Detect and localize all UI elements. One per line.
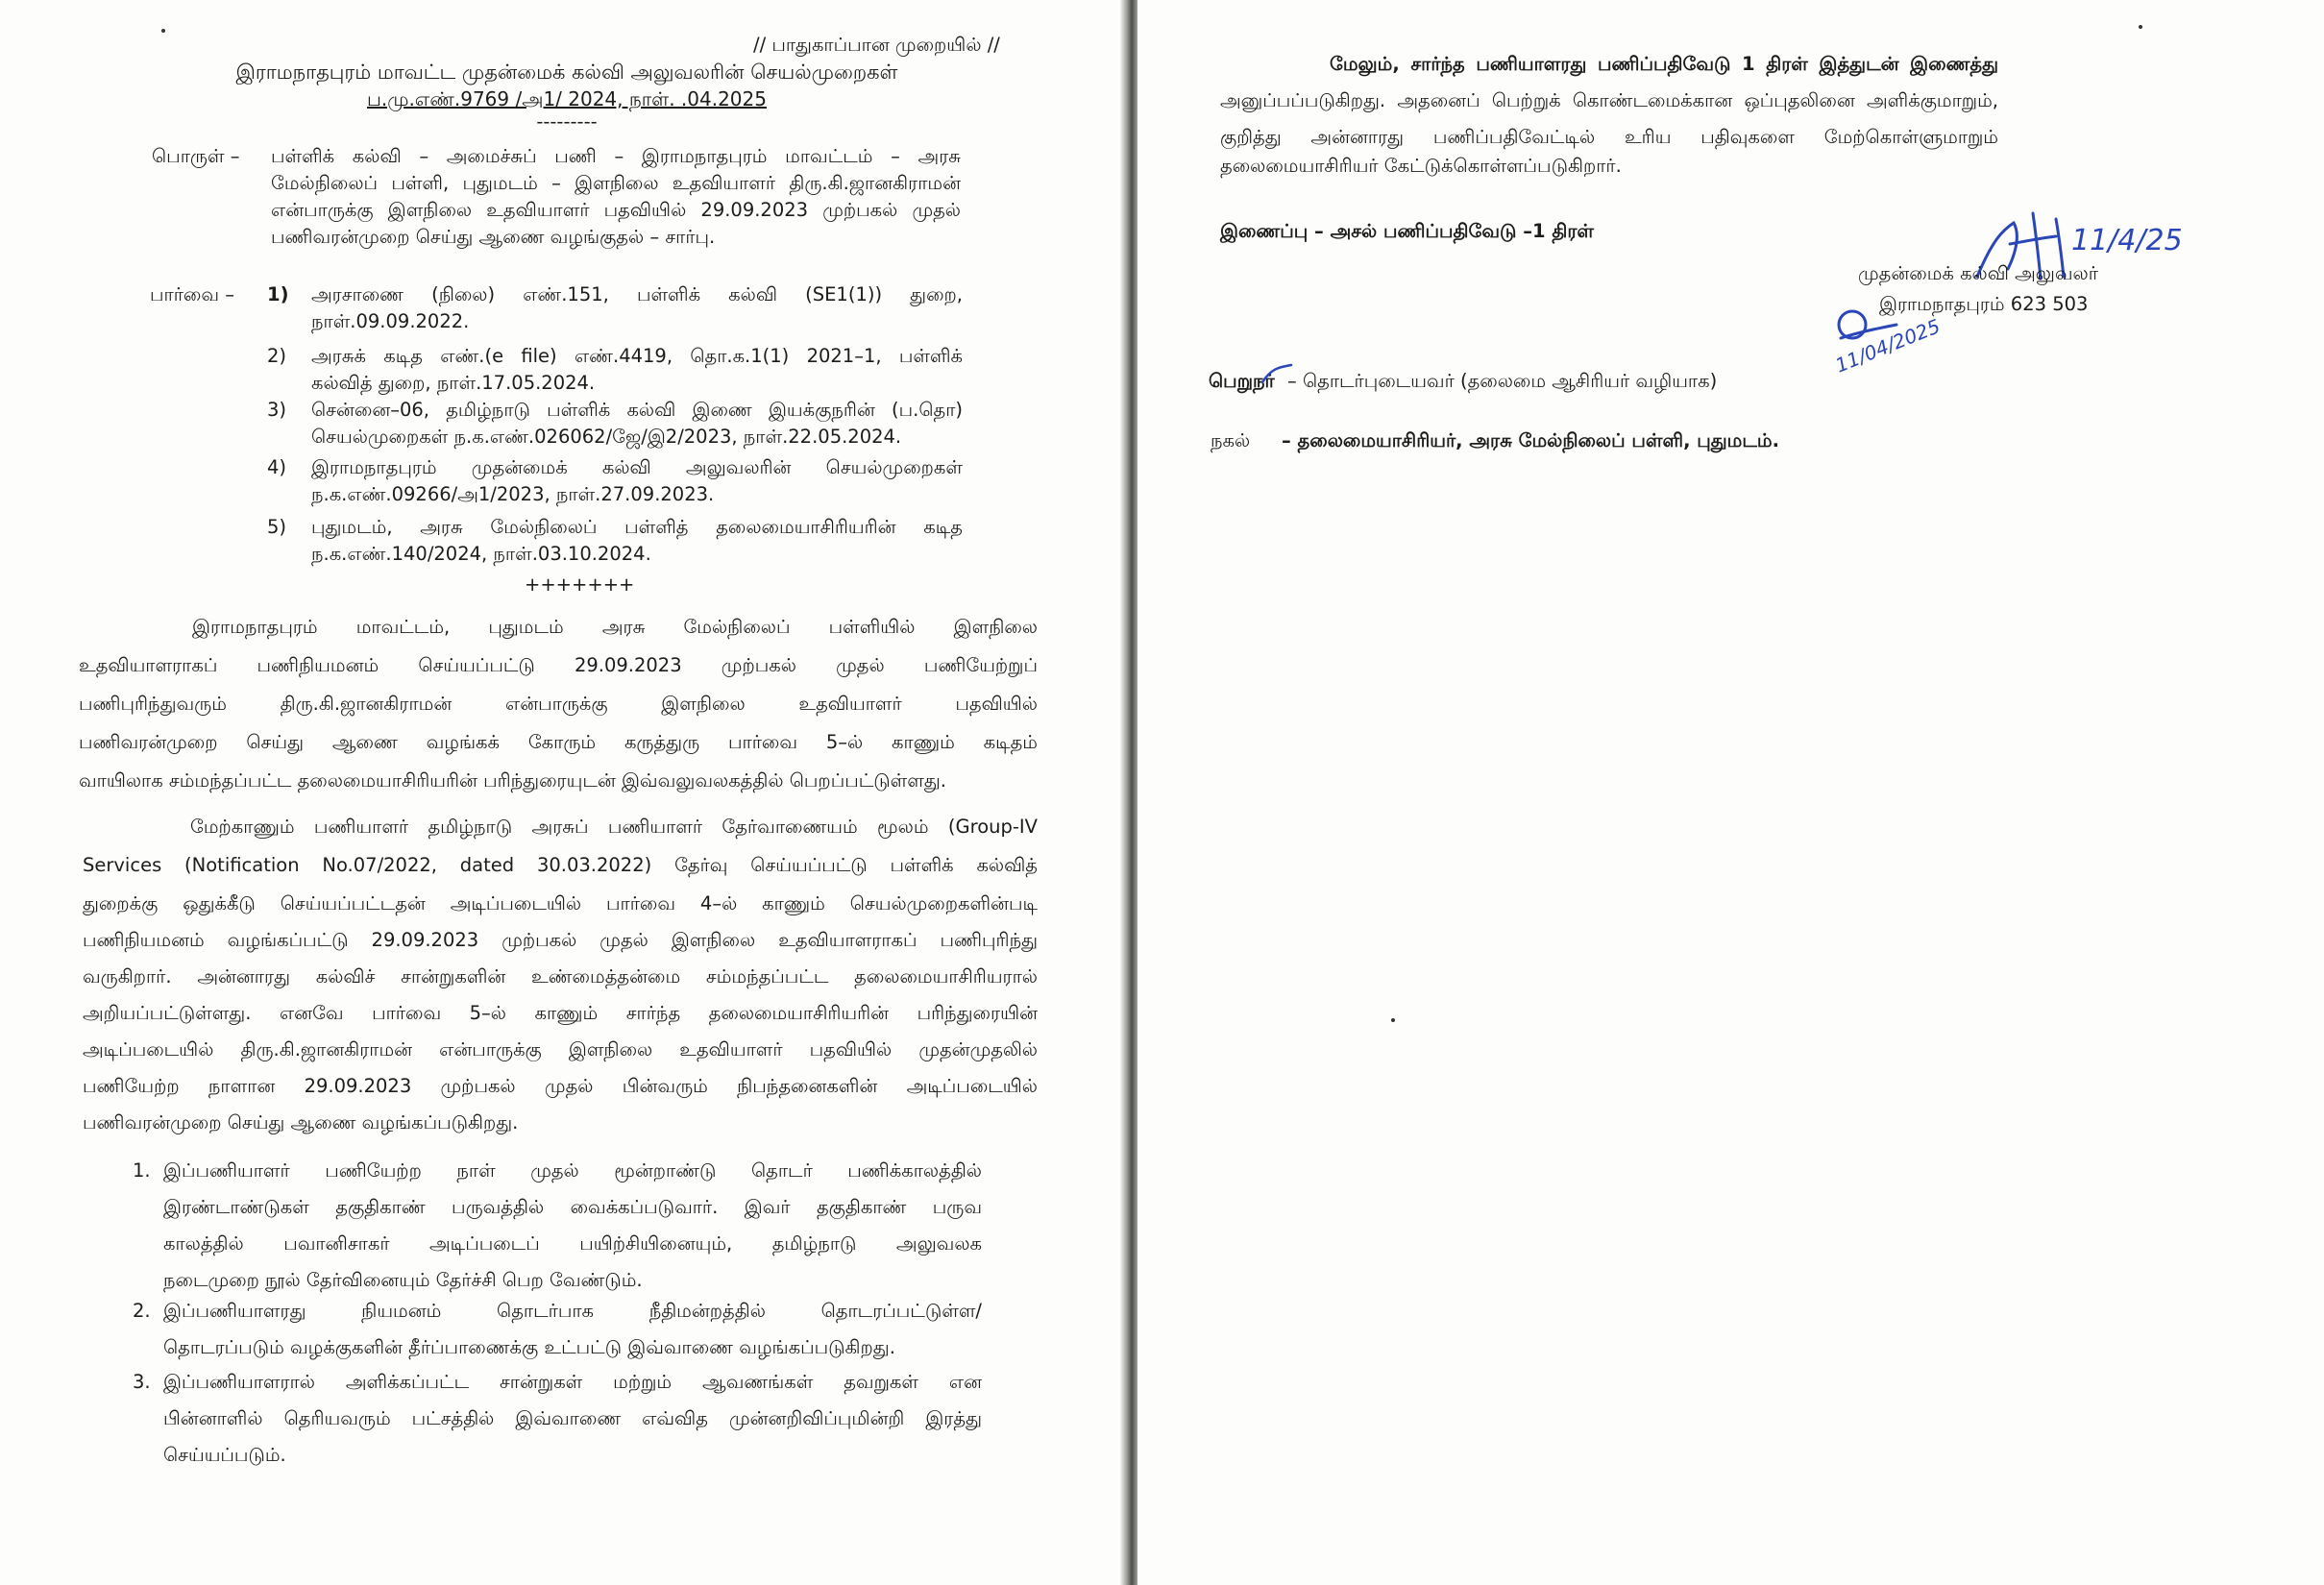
condition-line: இப்பணியாளர் பணியேற்ற நாள் முதல் மூன்றாண்டு தொடர் பணிக்காலத்தில்	[163, 1159, 982, 1182]
paragraph-line: பணிவரன்முறை செய்து ஆணை வழங்கக் கோரும் கருத்துரு பார்வை 5–ல் காணும் கடிதம்	[79, 731, 1038, 753]
subject-line: என்பாருக்கு இளநிலை உதவியாளர் பதவியில் 29.09.2023 முற்பகல் முதல்	[271, 199, 961, 221]
signature-date: 11/4/25	[2071, 224, 2183, 257]
scan-speck	[2139, 25, 2142, 29]
condition-line: காலத்தில் பவானிசாகர் அடிப்படைப் பயிற்சியினையும், தமிழ்நாடு அலுவலக	[163, 1232, 982, 1255]
condition-line: இரண்டாண்டுகள் தகுதிகாண் பருவத்தில் வைக்கப்படுவார். இவர் தகுதிகாண் பருவ	[163, 1196, 982, 1218]
paragraph-line: அடிப்படையில் திரு.கி.ஜானகிராமன் என்பாருக்கு இளநிலை உதவியாளர் பதவியில் முதன்முதலில்	[83, 1038, 1038, 1061]
reference-line: அரசாணை (நிலை) எண்.151, பள்ளிக் கல்வி (SE1(1)) துறை,	[311, 283, 963, 305]
scan-speck	[1391, 1018, 1395, 1022]
reference-number: ப.மு.எண்.9769 /அ1/ 2024, நாள். .04.2025	[367, 87, 767, 110]
condition-line: இப்பணியாளரது நியமனம் தொடர்பாக நீதிமன்றத்தில் தொடரப்பட்டுள்ள/	[163, 1300, 982, 1322]
subject-line: பள்ளிக் கல்வி – அமைச்சுப் பணி – இராமநாதபுரம் மாவட்டம் – அரசு	[271, 145, 961, 167]
condition-line: தொடரப்படும் வழக்குகளின் தீர்ப்பாணைக்கு உட்பட்டு இவ்வாணை வழங்கப்படுகிறது.	[163, 1336, 895, 1358]
paragraph-line: பணிவரன்முறை செய்து ஆணை வழங்கப்படுகிறது.	[83, 1111, 519, 1134]
paragraph-line: இராமநாதபுரம் மாவட்டம், புதுமடம் அரசு மேல்நிலைப் பள்ளியில் இளநிலை	[192, 616, 1038, 638]
condition-number: 1.	[133, 1159, 151, 1182]
reference-line: இராமநாதபுரம் முதன்மைக் கல்வி அலுவலரின் செயல்முறைகள்	[311, 456, 963, 478]
reference-line: ந.க.எண்.140/2024, நாள்.03.10.2024.	[311, 543, 651, 565]
signatory-title: முதன்மைக் கல்வி அலுவலர்	[1858, 262, 2098, 284]
right-page	[1138, 0, 2324, 1585]
recipient-label: பெறுநர்	[1209, 370, 1275, 392]
paragraph-line: அறியப்பட்டுள்ளது. எனவே பார்வை 5–ல் காணும் சார்ந்த தலைமையாசிரியரின் பரிந்துரையின்	[83, 1002, 1038, 1024]
paragraph-line: மேற்காணும் பணியாளர் தமிழ்நாடு அரசுப் பணியாளர் தேர்வாணையம் மூலம் (Group-IV	[190, 816, 1038, 838]
copy-label: நகல்	[1211, 429, 1251, 451]
enclosure-note: இணைப்பு – அசல் பணிப்பதிவேடு –1 திரள்	[1220, 220, 1594, 242]
reference-line: செயல்முறைகள் ந.க.எண்.026062/ஜே/இ2/2023, நாள்.22.05.2024.	[311, 426, 902, 448]
reference-number-marker: 2)	[267, 345, 287, 367]
paragraph-line: பணியேற்ற நாளான 29.09.2023 முற்பகல் முதல் பின்வரும் நிபந்தனைகளின் அடிப்படையில்	[83, 1075, 1038, 1097]
condition-number: 2.	[133, 1300, 151, 1322]
strike-mark	[1259, 361, 1297, 390]
condition-line: இப்பணியாளரால் அளிக்கப்பட்ட சான்றுகள் மற்றும் ஆவணங்கள் தவறுகள் என	[163, 1371, 982, 1393]
signatory-place: இராமநாதபுரம் 623 503	[1879, 293, 2089, 315]
reference-line: ந.க.எண்.09266/அ1/2023, நாள்.27.09.2023.	[311, 483, 715, 505]
reference-line: புதுமடம், அரசு மேல்நிலைப் பள்ளித் தலைமையாசிரியரின் கடித	[311, 516, 963, 538]
paragraph-line: வருகிறார். அன்னாரது கல்விச் சான்றுகளின் உண்மைத்தன்மை சம்மந்தப்பட்ட தலைமையாசிரியரால்	[83, 965, 1038, 988]
reference-number-marker: 3)	[267, 399, 287, 421]
condition-number: 3.	[133, 1371, 151, 1393]
paragraph-line: மேலும், சார்ந்த பணியாளரது பணிப்பதிவேடு 1 திரள் இத்துடன் இணைத்து	[1330, 53, 1998, 75]
confidential-marking: // பாதுகாப்பான முறையில் //	[753, 34, 1000, 56]
left-page	[0, 0, 1134, 1585]
reference-number-marker: 4)	[267, 456, 287, 478]
condition-line: செய்யப்படும்.	[163, 1444, 286, 1466]
subject-label: பொருள் –	[152, 145, 240, 167]
scan-speck	[161, 29, 165, 33]
references-divider: +++++++	[525, 573, 635, 596]
references-label: பார்வை –	[150, 283, 234, 305]
approval-stamp-mark	[1829, 300, 1973, 386]
paragraph-line: அனுப்பப்படுகிறது. அதனைப் பெற்றுக் கொண்டமைக்கான ஒப்புதலினை அளிக்குமாறும்,	[1220, 89, 1998, 111]
condition-line: பின்னாளில் தெரியவரும் பட்சத்தில் இவ்வாணை எவ்வித முன்னறிவிப்புமின்றி இரத்து	[163, 1407, 982, 1429]
reference-number-marker: 1)	[267, 283, 289, 305]
reference-number-marker: 5)	[267, 516, 287, 538]
paragraph-line: தலைமையாசிரியர் கேட்டுக்கொள்ளப்படுகிறார்.	[1220, 155, 1622, 177]
title-divider: ---------	[536, 110, 598, 133]
condition-line: நடைமுறை நூல் தேர்வினையும் தேர்ச்சி பெற வேண்டும்.	[163, 1269, 643, 1291]
reference-line: அரசுக் கடித எண்.(e file) எண்.4419, தொ.க.1(1) 2021–1, பள்ளிக்	[311, 345, 963, 367]
stamp-date: 11/04/2025	[1831, 314, 1944, 378]
paragraph-line: Services (Notification No.07/2022, dated 30.03.2022) தேர்வு செய்யப்பட்டு பள்ளிக் கல்வித்	[83, 854, 1038, 876]
reference-line: சென்னை–06, தமிழ்நாடு பள்ளிக் கல்வி இணை இயக்குநரின் (ப.தொ)	[311, 399, 963, 421]
paragraph-line: பணிநியமனம் வழங்கப்பட்டு 29.09.2023 முற்பகல் முதல் இளநிலை உதவியாளராகப் பணிபுரிந்து	[83, 929, 1038, 951]
reference-line: கல்வித் துறை, நாள்.17.05.2024.	[311, 372, 596, 394]
document-title: இராமநாதபுரம் மாவட்ட முதன்மைக் கல்வி அலுவலரின் செயல்முறைகள்	[235, 61, 898, 84]
reference-line: நாள்.09.09.2022.	[311, 310, 470, 332]
paragraph-line: பணிபுரிந்துவரும் திரு.கி.ஜானகிராமன் என்பாருக்கு இளநிலை உதவியாளர் பதவியில்	[79, 693, 1038, 715]
paragraph-line: குறித்து அன்னாரது பணிப்பதிவேட்டில் உரிய பதிவுகளை மேற்கொள்ளுமாறும்	[1220, 126, 1998, 148]
paragraph-line: உதவியாளராகப் பணிநியமனம் செய்யப்பட்டு 29.09.2023 முற்பகல் முதல் பணியேற்றுப்	[79, 654, 1038, 676]
subject-line: மேல்நிலைப் பள்ளி, புதுமடம் – இளநிலை உதவியாளர் திரு.கி.ஜானகிராமன்	[271, 172, 961, 194]
recipient-text: – தொடர்புடையவர் (தலைமை ஆசிரியர் வழியாக)	[1287, 370, 1718, 392]
subject-line: பணிவரன்முறை செய்து ஆணை வழங்குதல் – சார்பு.	[271, 226, 716, 248]
copy-text: – தலைமையாசிரியர், அரசு மேல்நிலைப் பள்ளி, புதுமடம்.	[1282, 429, 1779, 451]
paragraph-line: துறைக்கு ஒதுக்கீடு செய்யப்பட்டதன் அடிப்படையில் பார்வை 4–ல் காணும் செயல்முறைகளின்படி	[83, 892, 1038, 914]
paragraph-line: வாயிலாக சம்மந்தப்பட்ட தலைமையாசிரியரின் பரிந்துரையுடன் இவ்வலுவலகத்தில் பெறப்பட்டுள்ளது.	[79, 769, 946, 792]
